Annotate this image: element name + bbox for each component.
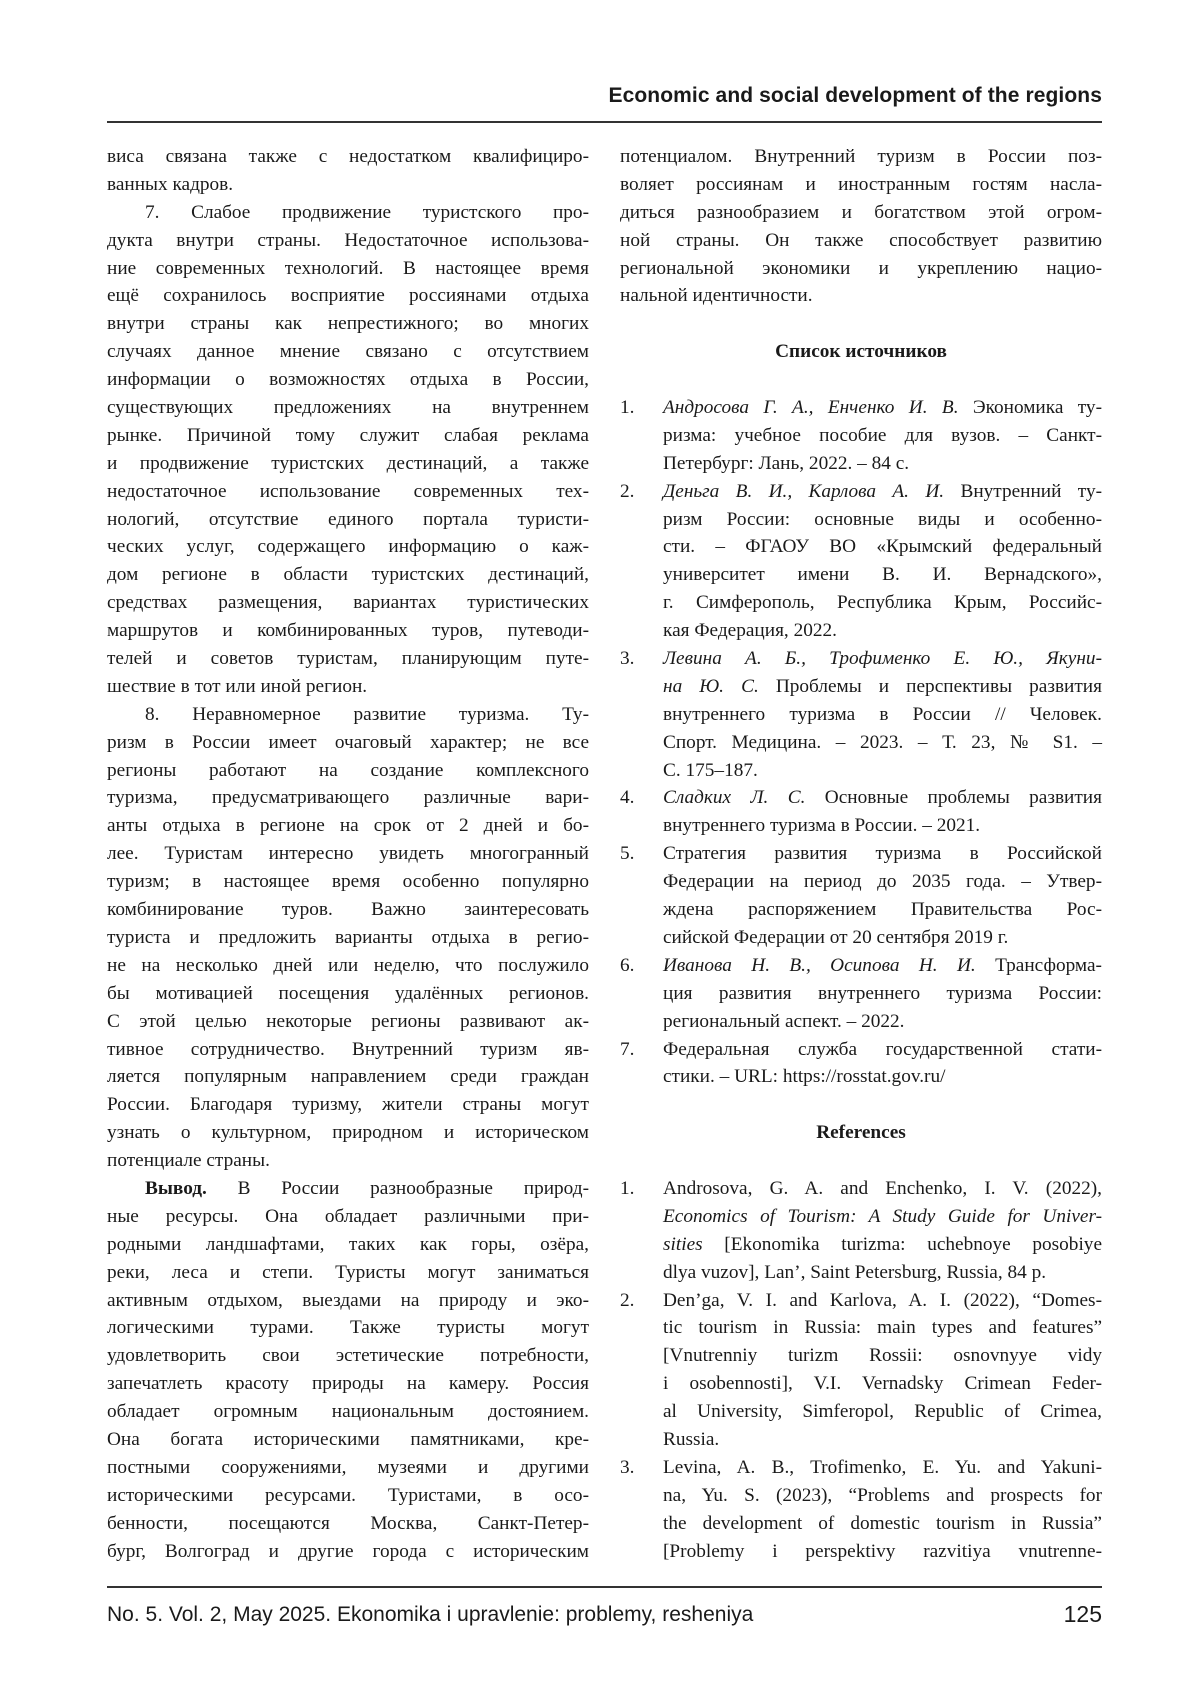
text-line: [107, 1231, 589, 1259]
line-text: случаях данное мнение связано с отсутствием: [107, 341, 589, 362]
line-text: средствах размещения, вариантах туристических: [107, 592, 589, 613]
text-line: [107, 1036, 589, 1064]
line-text: ризма: учебное пособие для вузов. – Санкт-: [663, 425, 1102, 446]
left-column: [107, 143, 589, 1565]
line-text: ризм России: основные виды и особенно-: [663, 509, 1102, 530]
line-text: ждена распоряжением Правительства Рос-: [663, 899, 1102, 920]
text-line: [107, 255, 589, 283]
line-text: обладает огромным национальным достоянием.: [107, 1401, 589, 1422]
reference-line: [620, 506, 1102, 534]
text-line: [107, 310, 589, 338]
reference-line: [620, 1454, 1102, 1482]
line-text: шествие в тот или иной регион.: [107, 676, 367, 697]
line-text: региональной экономики и укреплению нацио-: [620, 258, 1102, 279]
line-text: родными ландшафтами, таких как горы, озёра,: [107, 1234, 589, 1255]
reference-line: [620, 1287, 1102, 1315]
line-text: [Problemy i perspektivy razvitiya vnutrenne-: [663, 1541, 1102, 1562]
line-text: Федерации на период до 2035 года. – Утвер-: [663, 871, 1102, 892]
text-line: [620, 227, 1102, 255]
line-text: региональный аспект. – 2022.: [663, 1011, 905, 1032]
line-text: Федеральная служба государственной стати-: [663, 1039, 1102, 1060]
section-heading: References: [620, 1119, 1102, 1147]
line-text: России. Благодаря туризму, жители страны могут: [107, 1094, 589, 1115]
line-text: Спорт. Медицина. – 2023. – Т. 23, № S1. –: [663, 732, 1102, 753]
reference-line: [620, 757, 1102, 785]
line-text: туризма, предусматривающего различные вари-: [107, 787, 589, 808]
line-text: внутреннего туризма в России. – 2021.: [663, 815, 980, 836]
text-line: [107, 450, 589, 478]
reference-number: 1.: [620, 1175, 634, 1203]
text-line: [107, 199, 589, 227]
reference-number: 6.: [620, 952, 634, 980]
line-text: кая Федерация, 2022.: [663, 620, 837, 641]
text-line: [107, 227, 589, 255]
reference-number: 3.: [620, 1454, 634, 1482]
reference-number: 4.: [620, 784, 634, 812]
text-line: [107, 338, 589, 366]
page-number: 125: [1064, 1601, 1102, 1628]
line-text: ляется популярным направлением среди граждан: [107, 1066, 589, 1087]
blank-line: [620, 366, 1102, 394]
italic-authors: sities: [663, 1234, 703, 1255]
reference-number: 5.: [620, 840, 634, 868]
text-line: [107, 1091, 589, 1119]
line-text: ной страны. Он также способствует развитию: [620, 230, 1102, 251]
text-line: [620, 255, 1102, 283]
text-line: [620, 171, 1102, 199]
line-text: комбинирование туров. Важно заинтересовать: [107, 899, 589, 920]
line-text: потенциалом. Внутренний туризм в России поз-: [620, 146, 1102, 167]
reference-number: 7.: [620, 1036, 634, 1064]
text-line: [107, 1454, 589, 1482]
line-text: существующих предложениях на внутреннем: [107, 397, 589, 418]
reference-line: [620, 1482, 1102, 1510]
italic-authors: Левина А. Б., Трофименко Е. Ю., Якуни-: [663, 648, 1102, 669]
line-text: недостаточное использование современных тех-: [107, 481, 589, 502]
line-text: [Ekonomika turizma: uchebnoye posobiye: [703, 1234, 1102, 1255]
text-line: [620, 199, 1102, 227]
line-text: диться разнообразием и богатством этой огром-: [620, 202, 1102, 223]
reference-line: [620, 1008, 1102, 1036]
line-text: Проблемы и перспективы развития: [759, 676, 1102, 697]
text-line: [107, 812, 589, 840]
reference-line: [620, 1259, 1102, 1287]
italic-authors: Андросова Г. А., Енченко И. В.: [663, 397, 959, 418]
text-line: [107, 171, 589, 199]
line-text: Androsova, G. A. and Enchenko, I. V. (2022),: [663, 1178, 1102, 1199]
line-text: С. 175–187.: [663, 760, 758, 781]
line-text: 8. Неравномерное развитие туризма. Ту-: [145, 704, 589, 725]
reference-line: [620, 952, 1102, 980]
text-line: [107, 784, 589, 812]
line-text: Внутренний ту-: [944, 481, 1102, 502]
text-line: [107, 533, 589, 561]
reference-line: [620, 1370, 1102, 1398]
line-text: ванных кадров.: [107, 174, 233, 195]
text-line: [107, 645, 589, 673]
reference-line: [620, 533, 1102, 561]
text-line: [107, 506, 589, 534]
text-line: [107, 617, 589, 645]
line-text: туризм; в настоящее время особенно популярно: [107, 871, 589, 892]
line-text: ческих услуг, содержащего информацию о каж-: [107, 536, 589, 557]
line-text: Экономика ту-: [959, 397, 1102, 418]
line-text: информации о возможностях отдыха в России,: [107, 369, 589, 390]
reference-line: [620, 1510, 1102, 1538]
italic-authors: на Ю. С.: [663, 676, 759, 697]
line-text: дом регионе в области туристских дестинаций,: [107, 564, 589, 585]
text-line: [107, 701, 589, 729]
line-text: потенциале страны.: [107, 1150, 270, 1171]
reference-line: [620, 1538, 1102, 1566]
line-text: the development of domestic tourism in Russia”: [663, 1513, 1102, 1534]
line-text: анты отдыха в регионе на срок от 2 дней и бо-: [107, 815, 589, 836]
line-text: Russia.: [663, 1429, 719, 1450]
reference-line: [620, 617, 1102, 645]
line-text: университет имени В. И. Вернадского»,: [663, 564, 1102, 585]
italic-authors: Economics of Tourism: A Study Guide for Univer-: [663, 1206, 1102, 1227]
line-text: Трансформа-: [976, 955, 1102, 976]
footer-rule: [107, 1586, 1102, 1588]
line-text: Levina, A. B., Trofimenko, E. Yu. and Yakuni-: [663, 1457, 1102, 1478]
line-text: реки, леса и степи. Туристы могут заниматься: [107, 1262, 589, 1283]
reference-line: [620, 561, 1102, 589]
reference-line: [620, 1314, 1102, 1342]
text-line: [107, 1482, 589, 1510]
line-text: логическими турами. Также туристы могут: [107, 1317, 589, 1338]
running-header: Economic and social development of the regions: [608, 84, 1102, 108]
text-line: [107, 589, 589, 617]
reference-line: [620, 450, 1102, 478]
text-line: [107, 729, 589, 757]
reference-line: [620, 1398, 1102, 1426]
line-text: С этой целью некоторые регионы развивают ак-: [107, 1011, 589, 1032]
text-line: [107, 673, 589, 701]
text-line: [107, 1370, 589, 1398]
line-text: dlya vuzov], Lan’, Saint Petersburg, Russia, 84 p.: [663, 1262, 1046, 1283]
line-text: стики. – URL: https://rosstat.gov.ru/: [663, 1066, 945, 1087]
text-line: [107, 1119, 589, 1147]
line-text: ние современных технологий. В настоящее время: [107, 258, 589, 279]
line-text: ные ресурсы. Она обладает различными при-: [107, 1206, 589, 1227]
text-line: [620, 282, 1102, 310]
line-text: бы мотивацией посещения удалённых регионов.: [107, 983, 589, 1004]
reference-line: [620, 1426, 1102, 1454]
line-text: воляет россиянам и иностранным гостям насла-: [620, 174, 1102, 195]
blank-line: [620, 1147, 1102, 1175]
line-text: В России разнообразные природ-: [207, 1178, 589, 1199]
reference-line: [620, 1342, 1102, 1370]
reference-line: [620, 868, 1102, 896]
reference-line: [620, 673, 1102, 701]
reference-line: [620, 840, 1102, 868]
reference-line: [620, 980, 1102, 1008]
italic-authors: Иванова Н. В., Осипова Н. И.: [663, 955, 976, 976]
line-text: запечатлеть красоту природы на камеру. Россия: [107, 1373, 589, 1394]
line-text: i osobennosti], V.I. Vernadsky Crimean Feder-: [663, 1373, 1102, 1394]
reference-line: [620, 1231, 1102, 1259]
text-line: [107, 1287, 589, 1315]
header-rule: [107, 121, 1102, 123]
text-line: [107, 394, 589, 422]
text-line: [107, 1063, 589, 1091]
text-line: [107, 1175, 589, 1203]
line-text: нальной идентичности.: [620, 285, 813, 306]
line-text: Она богата историческими памятниками, кре-: [107, 1429, 589, 1450]
line-text: Стратегия развития туризма в Российской: [663, 843, 1102, 864]
reference-line: [620, 1063, 1102, 1091]
line-text: Основные проблемы развития: [805, 787, 1102, 808]
text-line: [107, 143, 589, 171]
blank-line: [620, 1091, 1102, 1119]
italic-authors: Деньга В. И., Карлова А. И.: [663, 481, 944, 502]
line-text: активным отдыхом, выездами на природу и эко-: [107, 1290, 589, 1311]
line-text: туриста и предложить варианты отдыха в регио-: [107, 927, 589, 948]
line-text: внутреннего туризма в России // Человек.: [663, 704, 1102, 725]
text-line: [107, 1426, 589, 1454]
line-text: лее. Туристам интересно увидеть многогранный: [107, 843, 589, 864]
reference-line: [620, 394, 1102, 422]
text-line: [107, 868, 589, 896]
reference-line: [620, 1175, 1102, 1203]
reference-number: 1.: [620, 394, 634, 422]
reference-number: 2.: [620, 1287, 634, 1315]
line-text: рынке. Причиной тому служит слабая реклама: [107, 425, 589, 446]
line-text: маршрутов и комбинированных туров, путеводи-: [107, 620, 589, 641]
text-line: [107, 1314, 589, 1342]
text-line: [107, 840, 589, 868]
line-text: бенности, посещаются Москва, Санкт-Петер-: [107, 1513, 589, 1534]
text-line: [107, 422, 589, 450]
text-line: [107, 980, 589, 1008]
line-text: историческими ресурсами. Туристами, в осо-: [107, 1485, 589, 1506]
right-column: [620, 143, 1102, 1565]
line-text: виса связана также с недостатком квалифициро-: [107, 146, 589, 167]
italic-authors: Сладких Л. С.: [663, 787, 805, 808]
reference-line: [620, 1203, 1102, 1231]
line-text: узнать о культурном, природном и историческом: [107, 1122, 589, 1143]
line-text: tic tourism in Russia: main types and features”: [663, 1317, 1102, 1338]
text-line: [107, 366, 589, 394]
text-line: [107, 1147, 589, 1175]
reference-line: [620, 589, 1102, 617]
line-text: na, Yu. S. (2023), “Problems and prospects for: [663, 1485, 1102, 1506]
reference-line: [620, 784, 1102, 812]
text-line: [107, 1259, 589, 1287]
text-line: [107, 952, 589, 980]
text-line: [107, 561, 589, 589]
reference-line: [620, 896, 1102, 924]
text-line: [107, 282, 589, 310]
line-text: ещё сохранилось восприятие россиянами отдыха: [107, 285, 589, 306]
line-text: ция развития внутреннего туризма России:: [663, 983, 1102, 1004]
line-text: нологий, отсутствие единого портала туристи-: [107, 509, 589, 530]
line-text: Den’ga, V. I. and Karlova, A. I. (2022), “Domes-: [663, 1290, 1102, 1311]
text-line: [107, 1510, 589, 1538]
reference-line: [620, 478, 1102, 506]
reference-line: [620, 812, 1102, 840]
line-text: внутри страны как непрестижного; во многих: [107, 313, 589, 334]
line-text: г. Симферополь, Республика Крым, Российс-: [663, 592, 1102, 613]
section-heading: Список источников: [620, 338, 1102, 366]
line-text: и продвижение туристских дестинаций, а также: [107, 453, 589, 474]
line-text: телей и советов туристам, планирующим путе-: [107, 648, 589, 669]
text-line: [107, 1342, 589, 1370]
text-line: [107, 896, 589, 924]
reference-line: [620, 924, 1102, 952]
text-line: [107, 1538, 589, 1566]
reference-line: [620, 422, 1102, 450]
text-line: [620, 143, 1102, 171]
text-line: [107, 924, 589, 952]
line-text: al University, Simferopol, Republic of Crimea,: [663, 1401, 1102, 1422]
line-text: Петербург: Лань, 2022. – 84 с.: [663, 453, 909, 474]
journal-footer: No. 5. Vol. 2, May 2025. Ekonomika i upravlenie: problemy, resheniya: [107, 1603, 753, 1627]
text-line: [107, 1398, 589, 1426]
reference-line: [620, 701, 1102, 729]
reference-line: [620, 645, 1102, 673]
line-text: ризм в России имеет очаговый характер; не все: [107, 732, 589, 753]
line-text: дукта внутри страны. Недостаточное использова-: [107, 230, 589, 251]
bold-lead: Вывод.: [145, 1178, 207, 1199]
line-text: сти. – ФГАОУ ВО «Крымский федеральный: [663, 536, 1102, 557]
text-line: [107, 1203, 589, 1231]
line-text: удовлетворить свои эстетические потребности,: [107, 1345, 589, 1366]
text-line: [107, 478, 589, 506]
line-text: 7. Слабое продвижение туристского про-: [145, 202, 589, 223]
text-line: [107, 1008, 589, 1036]
line-text: [Vnutrenniy turizm Rossii: osnovnyye vidy: [663, 1345, 1102, 1366]
line-text: бург, Волгоград и другие города с историческим: [107, 1541, 589, 1562]
line-text: не на несколько дней или неделю, что послужило: [107, 955, 589, 976]
line-text: регионы работают на создание комплексного: [107, 760, 589, 781]
line-text: постными сооружениями, музеями и другими: [107, 1457, 589, 1478]
text-line: [107, 757, 589, 785]
reference-number: 2.: [620, 478, 634, 506]
reference-line: [620, 729, 1102, 757]
blank-line: [620, 310, 1102, 338]
reference-number: 3.: [620, 645, 634, 673]
reference-line: [620, 1036, 1102, 1064]
line-text: сийской Федерации от 20 сентября 2019 г.: [663, 927, 1008, 948]
line-text: тивное сотрудничество. Внутренний туризм яв-: [107, 1039, 589, 1060]
